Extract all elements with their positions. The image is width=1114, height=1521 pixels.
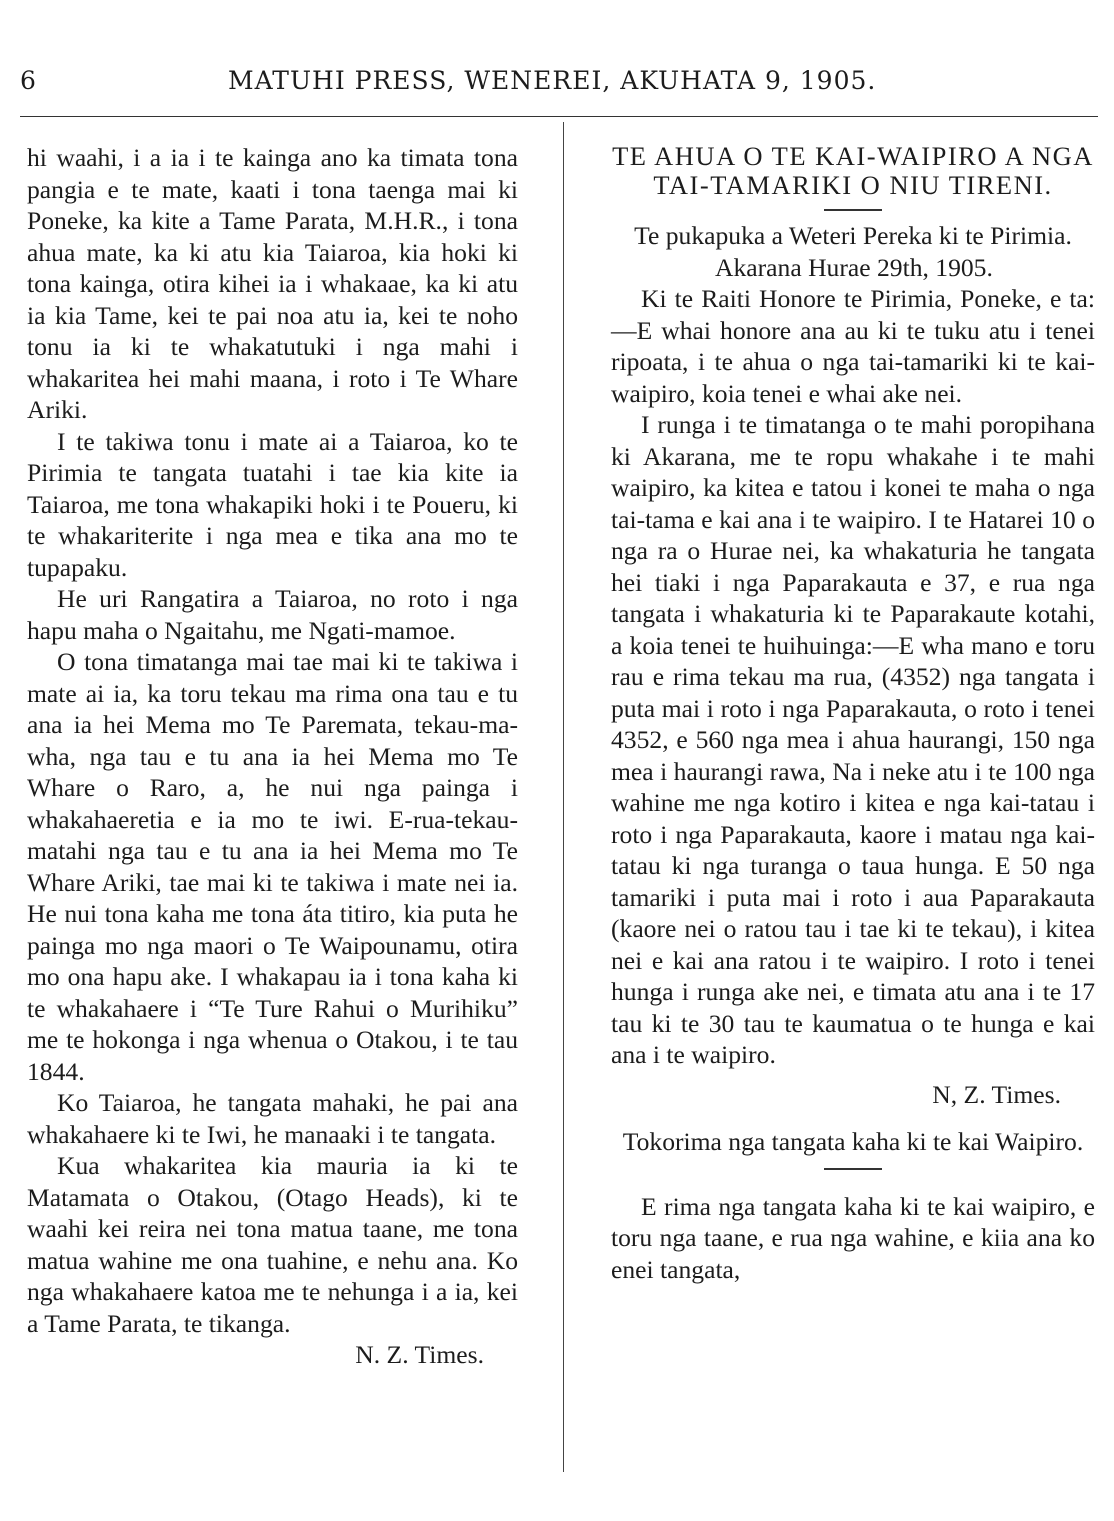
article-paragraph: Kua whakaritea kia mauria ia ki te Matamata o Otakou, (Otago Heads), ki te waahi kei reira nei tona matua taane, me tona matua wahine me ona tuahine, e nehu ana. Ko nga whakahaere katoa me te nehunga i a ia, kei a Tame Parata, te tikanga.: [27, 1151, 518, 1338]
article-signoff: N. Z. Times.: [355, 1340, 484, 1369]
letter-title: Te pukapuka a Weteri Pereka ki te Pirimia.: [634, 221, 1072, 250]
article-paragraph: I te takiwa tonu i mate ai a Taiaroa, ko te Pirimia te tangata tuatahi i tae kia kite ia Taiaroa, me tona whakapiki hoki i te Poueru, ki te whakariterite i nga mea e tika ana mo te tupapaku.: [27, 426, 518, 582]
section-rule: [824, 1168, 882, 1170]
article-paragraph: hi waahi, i a ia i te kainga ano ka timata tona pangia e te mate, kaati i tona taenga mai ki Poneke, ka kite a Tame Parata, M.H.R., i tona ahua mate, ka ki atu kia Taiaroa, kia hoki ki tona kainga, otira kihei ia i whakaae, ka ki atu ia kia Tame, kei te pai noa atu ia, kei te noho tonu ia ki te whakatutuki i nga mahi i whakaritea hei mahi maana, i roto i Te Whare Ariki.: [27, 143, 518, 424]
article-paragraph: E rima nga tangata kaha ki te kai waipiro, e toru nga taane, e rua nga wahine, e kiia ana ko enei tangata,: [611, 1191, 1095, 1284]
newspaper-title: MATUHI PRESS, WENEREI, AKUHATA 9, 1905.: [228, 66, 877, 95]
page-number: 6: [20, 66, 36, 95]
article-headline: TE AHUA O TE KAI-WAIPIRO A NGA TAI-TAMARIKI O NIU TIRENI.: [612, 141, 1094, 200]
page-header: [0, 58, 1114, 98]
article-paragraph: Ki te Raiti Honore te Pirimia, Poneke, e ta:—E whai honore ana au ki te tuku atu i tenei ripoata, i te ahua o nga tai-tamariki ki te kai-waipiro, koia tenei e whai ake nei.: [611, 284, 1095, 408]
article-paragraph: I runga i te timatanga o te mahi poropihana ki Akarana, me te ropu whakahe i te mahi waipiro, ka kitea e tatou i konei te maha o nga tai-tama e kai ana i te waipiro. I te Hatarei 10 o nga ra o Hurae nei, ka whakaturia he tangata hei tiaki i nga Paparakauta e 37, e rua nga tangata i whakaturia ki te Paparakaute kotahi, a koia tenei te huihuinga:—E wha mano e toru rau e rima tekau ma rua, (4352) nga tangata i puta mai i roto i nga Paparakauta, o roto i tenei 4352, e 560 nga mea i ahua haurangi, 150 nga mea i haurangi rawa, Na i neke atu i te 100 nga wahine me nga kotiro i kitea e nga kai-tatau i roto i nga Paparakauta, kaore i matau nga kai-tatau ki nga turanga o taua hunga. E 50 nga tamariki i puta mai i roto i aua Paparakauta (kaore nei o ratou tau i tae ki te tekau), i kitea nei e kai ana ratou i te waipiro. I roto i tenei hunga i runga ake nei, e timata atu ana i te 17 tau ki te 30 tau te kaumatua o te hunga e kai ana i te waipiro.: [611, 410, 1095, 1069]
left-column: [27, 142, 518, 1371]
article-signoff: N, Z. Times.: [932, 1079, 1061, 1109]
header-rule: [20, 116, 1098, 117]
spacer: [611, 1179, 1095, 1191]
column-divider: [563, 122, 564, 1472]
right-column: [611, 142, 1095, 1285]
article-paragraph: O tona timatanga mai tae mai ki te takiwa i mate ai ia, ka toru tekau ma rima ona tau e tu ana ia hei Mema mo Te Paremata, tekau-ma-wha, nga tau e tu ana ia hei Mema mo Te Whare o Raro, a, he nui nga painga i whakahaeretia e ia mo te iwi. E-rua-tekau-matahi nga tau e tu ana ia hei Mema mo Te Whare Ariki, tae mai ki te takiwa i mate nei ia. He nui tona kaha me tona áta titiro, kia puta he painga mo nga maori o Te Waipounamu, otira mo ona hapu ake. I whakapau ia i tona kaha ki te whakahaere i “Te Ture Rahui o Murihiku” me te hokonga i nga whenua o Otakou, i te tau 1844.: [27, 647, 518, 1086]
section-rule: [824, 209, 882, 211]
dateline: Akarana Hurae 29th, 1905.: [715, 252, 993, 282]
article-paragraph: He uri Rangatira a Taiaroa, no roto i nga hapu maha o Ngaitahu, me Ngati-mamoe.: [27, 584, 518, 645]
article-paragraph: Ko Taiaroa, he tangata mahaki, he pai ana whakahaere ki te Iwi, he manaaki i te tangata.: [27, 1088, 518, 1149]
article-subheading: Tokorima nga tangata kaha ki te kai Waipiro.: [622, 1127, 1084, 1156]
